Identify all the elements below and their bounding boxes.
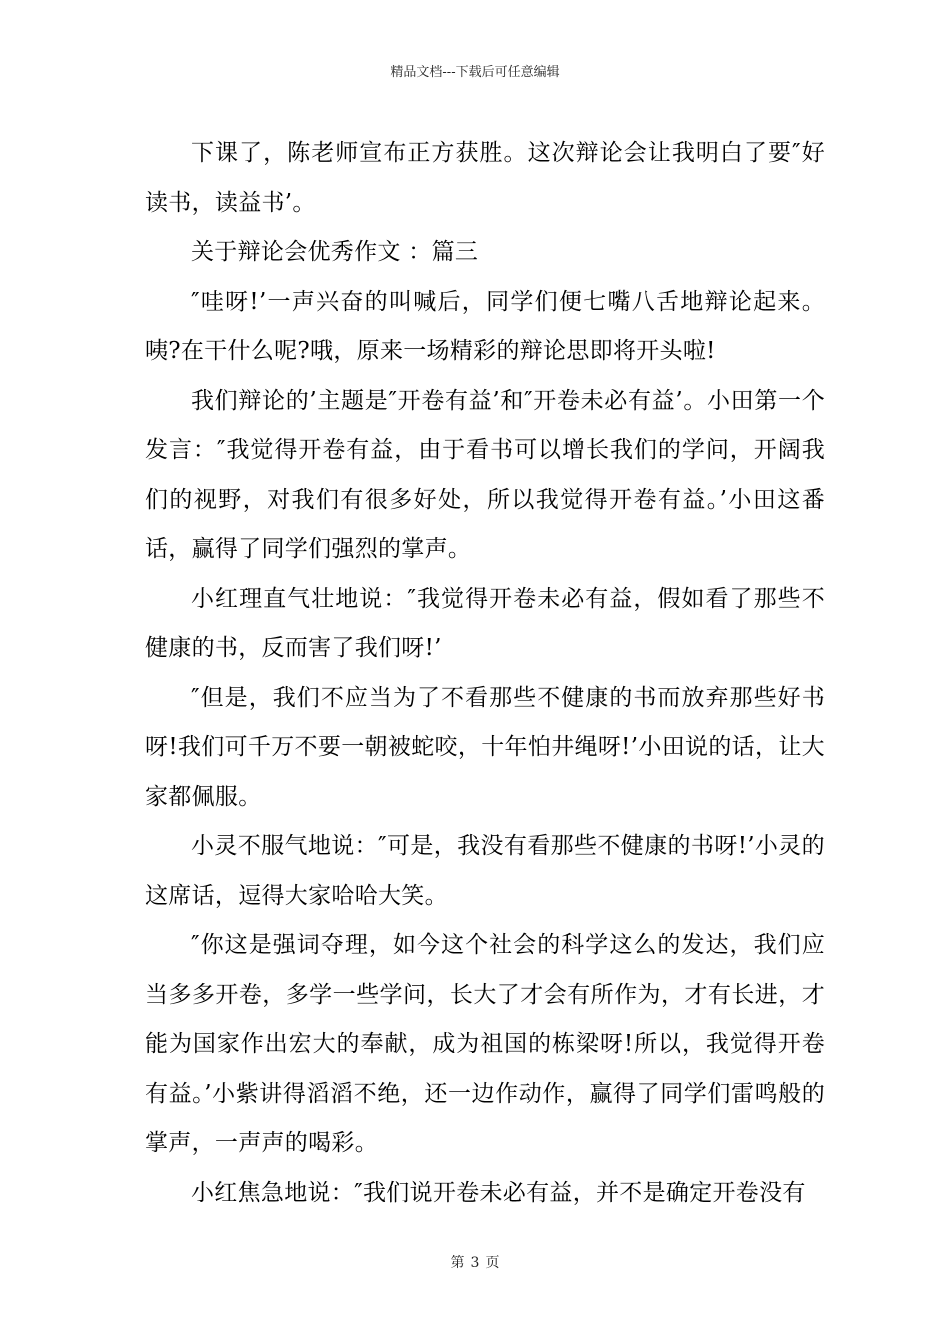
page-number-prefix: 第 (450, 1255, 465, 1271)
paragraph-8: 小红焦急地说：″我们说开卷未必有益，并不是确定开卷没有 (191, 1179, 806, 1206)
paragraph-7: ″你这是强词夺理，如今这个社会的科学这么的发达，我们应当多多开卷，多学一些学问，长大了才会有所作为，才有长进，才能为国家作出宏大的奉献，成为祖国的栋梁呀!所以，我觉得开卷有益。’小紫讲得滔滔不绝，还一边作动作，赢得了同学们雷鸣般的掌声，一声声的喝彩。 (145, 932, 825, 1156)
paragraph-2: ″哇呀!’一声兴奋的叫喊后，同学们便七嘴八舌地辩论起来。咦?在干什么呢?哦，原来一场精彩的辩论思即将开头啦! (145, 288, 825, 364)
section-heading: 关于辩论会优秀作文 ：篇三 (191, 239, 479, 265)
page-number-suffix: 页 (485, 1255, 500, 1271)
page-number: 3 (470, 1255, 480, 1271)
paragraph-3: 我们辩论的’主题是″开卷有益’和″开卷未必有益’。小田第一个发言：″我觉得开卷有益，由于看书可以增长我们的学问，开阔我们的视野，对我们有很多好处，所以我觉得开卷有益。’小田这番话，赢得了同学们强烈的掌声。 (145, 387, 825, 562)
page-footer (0, 1254, 950, 1272)
page-header: 精品文档---下载后可任意编辑 (390, 65, 560, 80)
document-body (145, 129, 825, 1218)
paragraph-1: 下课了，陈老师宣布正方获胜。这次辩论会让我明白了要″好读书，读益书’。 (145, 140, 825, 216)
paragraph-4: 小红理直气壮地说：″我觉得开卷未必有益，假如看了那些不健康的书，反而害了我们呀!’ (145, 585, 825, 661)
paragraph-5: ″但是，我们不应当为了不看那些不健康的书而放弃那些好书呀!我们可千万不要一朝被蛇咬，十年怕井绳呀!’小田说的话，让大家都佩服。 (145, 684, 825, 810)
paragraph-6: 小灵不服气地说：″可是，我没有看那些不健康的书呀!’小灵的这席话，逗得大家哈哈大笑。 (145, 833, 825, 909)
